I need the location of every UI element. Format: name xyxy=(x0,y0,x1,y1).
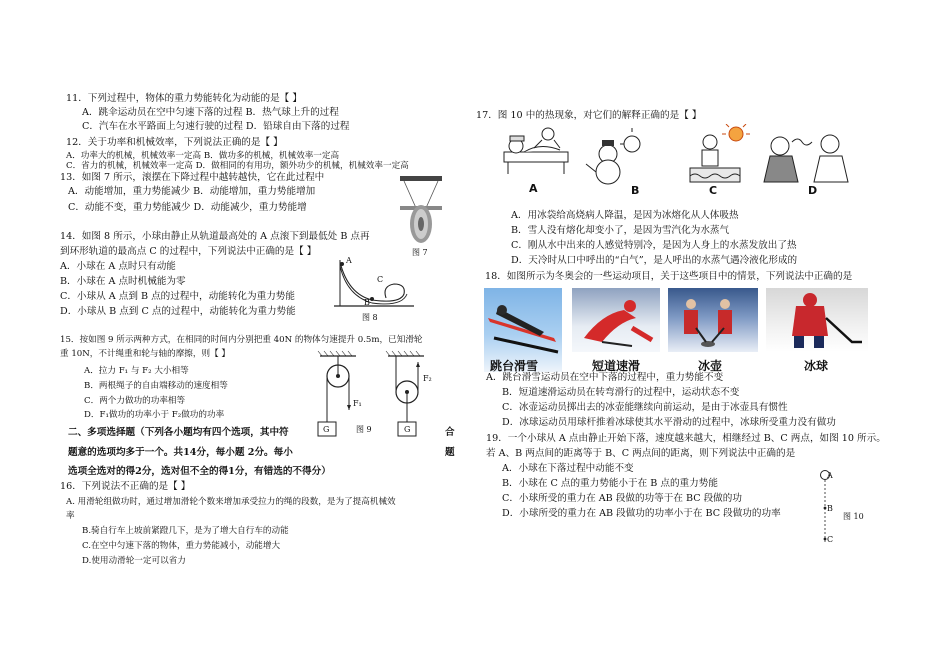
q15-option-a: A．拉力 F₁ 与 F₂ 大小相等 xyxy=(84,366,189,376)
q17-option-a: A．用冰袋给高烧病人降温，是因为冰熔化从人体吸热 xyxy=(511,210,739,221)
q17-panel-a-illustration xyxy=(504,128,568,174)
section2-line3: 选项全选对的得2分，选对但不全的得1分，有错选的不得分） xyxy=(68,466,331,477)
q19-option-b: B．小球在 C 点的重力势能小于在 B 点的重力势能 xyxy=(502,478,718,489)
q18-option-d: D．冰球运动员用球杆推着冰球使其水平滑动的过程中，冰球所受重力没有做功 xyxy=(502,417,836,428)
q17-option-d: D．天冷时从口中呼出的“白气”，是人呼出的水蒸气遇冷液化形成的 xyxy=(511,255,798,266)
figure-9-caption: 图 9 xyxy=(356,425,372,434)
q14-option-d: D．小球从 B 点到 C 点的过程中，动能转化为重力势能 xyxy=(60,306,296,317)
figure-10-label-a: A xyxy=(827,471,833,480)
q18-caption-ski-jump: 跳台滑雪 xyxy=(490,359,539,373)
figure-9-label-f1: F₁ xyxy=(353,399,362,408)
ice-hockey-photo xyxy=(766,288,868,352)
q11-options-line1: A．跳伞运动员在空中匀速下落的过程 B．热气球上升的过程 xyxy=(82,107,339,118)
figure-10-caption: 图 10 xyxy=(843,512,864,521)
q19-stem-line1: 19．一个小球从 A 点由静止开始下落，速度越来越大，相继经过 B、C 两点，如图 10 所示。 xyxy=(486,433,886,444)
figure-9-label-g-right: G xyxy=(404,425,411,434)
q12-options-line2: C．省力的机械，机械效率一定高 D．做相同的有用功，额外功少的机械，机械效率一定高 xyxy=(66,161,409,171)
q18-stem: 18．如图所示为冬奥会的一些运动项目，关于这些项目中的情景，下列说法中正确的是 xyxy=(485,271,853,282)
q17-panel-c-illustration xyxy=(690,124,750,182)
q19-option-c: C．小球所受的重力在 AB 段做的功等于在 BC 段做的功 xyxy=(502,493,742,504)
q17-option-b: B．雪人没有熔化却变小了，是因为雪汽化为水蒸气 xyxy=(511,225,730,236)
q16-option-d: D.使用动滑轮一定可以省力 xyxy=(82,556,186,566)
q15-stem-line1: 15．按如图 9 所示两种方式，在相同的时间内分别把重 40N 的物体匀速提升 0.5m，已知滑轮 xyxy=(60,335,423,345)
q14-option-c: C．小球从 A 点到 B 点的过程中，动能转化为重力势能 xyxy=(60,291,295,302)
q19-option-a: A．小球在下落过程中动能不变 xyxy=(502,463,634,474)
q18-caption-ice-hockey: 冰球 xyxy=(804,359,829,373)
q16-option-c: C.在空中匀速下落的物体，重力势能减小，动能增大 xyxy=(82,541,281,551)
figure-10-label-b: B xyxy=(827,504,833,513)
q17-heat-phenomena-illustration xyxy=(500,124,860,196)
q13-stem: 13．如图 7 所示，滚摆在下降过程中越转越快，它在此过程中 xyxy=(60,172,325,183)
section2-line2: 题意的选项均多于一个。共14分，每小题 2分。每小 xyxy=(68,447,293,458)
figure-8-loop-track xyxy=(330,254,416,310)
q16-option-b: B.骑自行车上坡前紧蹬几下，是为了增大自行车的动能 xyxy=(82,526,289,536)
q13-options-line1: A．动能增加，重力势能减少 B．动能增加，重力势能增加 xyxy=(68,186,316,197)
figure-7-caption: 图 7 xyxy=(412,248,428,257)
short-track-skating-photo xyxy=(572,288,660,352)
curling-photo xyxy=(668,288,758,352)
q16-option-a-line2: 率 xyxy=(66,511,75,521)
q18-caption-curling: 冰壶 xyxy=(698,359,723,373)
figure-8-caption: 图 8 xyxy=(362,313,378,322)
q15-option-d: D．F₁做功的功率小于 F₂做功的功率 xyxy=(84,410,225,420)
q18-caption-short-track: 短道速滑 xyxy=(592,359,641,373)
q12-stem: 12．关于功率和机械效率，下列说法正确的是【 】 xyxy=(66,137,283,148)
figure-9-label-g-left: G xyxy=(323,425,330,434)
figure-8-label-b: B xyxy=(364,298,370,307)
q12-options-line1: A．功率大的机械，机械效率一定高 B．做功多的机械，机械效率一定高 xyxy=(66,151,340,161)
q11-options-line2: C．汽车在水平路面上匀速行驶的过程 D．铅球自由下落的过程 xyxy=(82,121,350,132)
q16-option-a-line1: A. 用滑轮组做功时，通过增加滑轮个数来增加承受拉力的绳的段数，是为了提高机械效 xyxy=(66,497,396,507)
q15-option-c: C．两个力做功的功率相等 xyxy=(84,396,186,406)
q14-option-b: B．小球在 A 点时机械能为零 xyxy=(60,276,186,287)
q15-stem-line2: 重 10N，不计绳重和轮与轴的摩擦，则【 】 xyxy=(60,349,231,359)
q17-panel-d-illustration xyxy=(764,135,848,182)
figure-10-label-c: C xyxy=(827,535,834,544)
q14-stem-line1: 14．如图 8 所示，小球由静止从轨道最高处的 A 点滚下到最低处 B 点再 xyxy=(60,231,370,242)
figure-8-label-a: A xyxy=(346,256,352,265)
q18-option-a: A．跳台滑雪运动员在空中下落的过程中，重力势能不变 xyxy=(486,372,724,383)
q17-panel-b-illustration xyxy=(586,128,640,184)
q14-stem-line2: 到环形轨道的最高点 C 的过程中，下列说法中正确的是【 】 xyxy=(60,246,317,257)
figure-7-maxwell-wheel xyxy=(394,172,448,250)
q14-option-a: A．小球在 A 点时只有动能 xyxy=(60,261,176,272)
q18-option-c: C．冰壶运动员掷出去的冰壶能继续向前运动，是由于冰壶具有惯性 xyxy=(502,402,788,413)
q17-pic-label-a: A xyxy=(529,182,538,195)
figure-9-label-f2: F₂ xyxy=(423,374,432,383)
q15-option-b: B．两根绳子的自由端移动的速度相等 xyxy=(84,381,228,391)
section2-line2-tail: 题 xyxy=(445,447,455,458)
q17-option-c: C．刚从水中出来的人感觉特别冷，是因为人身上的水蒸发放出了热 xyxy=(511,240,797,251)
figure-9-pulleys xyxy=(312,350,440,440)
q17-pic-label-c: C xyxy=(709,184,718,197)
q18-option-b: B．短道速滑运动员在转弯滑行的过程中，运动状态不变 xyxy=(502,387,740,398)
figure-8-label-c: C xyxy=(377,275,384,284)
q13-options-line2: C．动能不变，重力势能减少 D．动能减少，重力势能增 xyxy=(68,202,307,213)
q19-stem-line2: 若 A、B 两点间的距离等于 B、C 两点间的距离，则下列说法中正确的是 xyxy=(486,448,796,459)
q17-stem: 17．图 10 中的热现象，对它们的解释正确的是【 】 xyxy=(476,110,702,121)
q16-stem: 16．下列说法不正确的是【 】 xyxy=(60,481,191,492)
section2-line1-tail: 合 xyxy=(445,427,455,438)
q11-stem: 11．下列过程中，物体的重力势能转化为动能的是【 】 xyxy=(66,93,302,104)
q19-option-d: D．小球所受的重力在 AB 段做功的功率小于在 BC 段做功的功率 xyxy=(502,508,781,519)
q17-pic-label-b: B xyxy=(631,184,640,197)
q17-pic-label-d: D xyxy=(808,184,818,197)
section2-line1: 二、多项选择题（下列各小题均有四个选项，其中符 xyxy=(68,427,289,438)
